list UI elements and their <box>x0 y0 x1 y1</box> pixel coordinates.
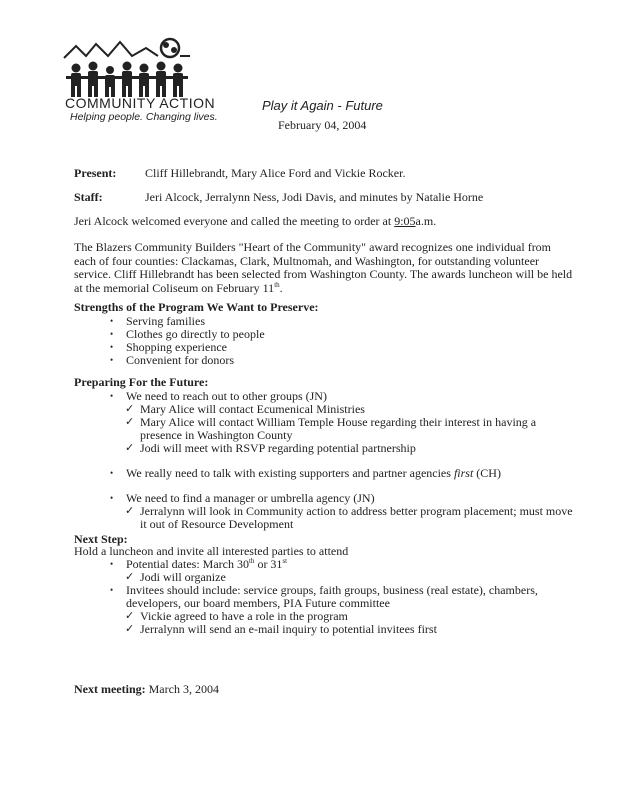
next-meeting-date: March 3, 2004 <box>145 682 219 696</box>
present-value: Cliff Hillebrandt, Mary Alice Ford and Vickie Rocker. <box>145 166 406 180</box>
list-item: • Invitees should include: service groups, faith groups, business (real estate), chambers, developers, our board members, PIA Future committee <box>74 584 574 610</box>
present-row <box>74 166 116 180</box>
future-b2-text: We really need to talk with existing supporters and partner agencies <box>126 466 454 480</box>
next-step-body <box>74 545 574 636</box>
staff-label: Staff: <box>74 190 103 204</box>
future-b2-emphasis: first <box>453 466 474 480</box>
dates-mid: or 31 <box>254 557 283 571</box>
next-step-heading: Next Step: <box>74 532 128 546</box>
sub-item: ✓ Jerralynn will look in Community action to address better program placement; must move it out of Resource Development <box>74 505 574 531</box>
list-item: • Clothes go directly to people <box>74 328 574 341</box>
strengths-heading: Strengths of the Program We Want to Preserve: <box>74 300 319 314</box>
dates-text: Potential dates: March 30 <box>126 557 249 571</box>
start-time: 9:05 <box>394 214 416 228</box>
sub-item: ✓ Mary Alice will contact William Temple House regarding their interest in having a presence in Washington County <box>74 416 574 442</box>
list-item <box>74 467 574 480</box>
list-item: • Convenient for donors <box>74 354 574 367</box>
sub-item: ✓ Jodi will meet with RSVP regarding potential partnership <box>74 442 574 455</box>
dates-sup-2: st <box>282 557 288 565</box>
document-title: Play it Again - Future <box>262 98 383 113</box>
award-paragraph <box>74 241 574 295</box>
welcome-paragraph <box>74 215 574 229</box>
sub-item: ✓ Jodi will organize <box>74 571 574 584</box>
list-item: • We need to reach out to other groups (JN) <box>74 390 574 403</box>
logo-tagline: Helping people. Changing lives. <box>70 111 218 123</box>
sub-item: ✓ Mary Alice will contact Ecumenical Ministries <box>74 403 574 416</box>
staff-value: Jeri Alcock, Jerralynn Ness, Jodi Davis, and minutes by Natalie Horne <box>145 190 484 204</box>
dates-sup-1: th <box>248 557 255 565</box>
next-meeting-row <box>74 682 219 696</box>
list-item: • Shopping experience <box>74 341 574 354</box>
welcome-text: Jeri Alcock welcomed everyone and called the meeting to order at <box>74 214 395 228</box>
staff-row <box>74 190 103 204</box>
strengths-section <box>74 300 574 367</box>
logo-name: COMMUNITY ACTION <box>65 95 216 111</box>
list-item: • Serving families <box>74 315 574 328</box>
award-sup: th <box>274 280 280 289</box>
next-step-intro: Hold a luncheon and invite all interested parties to attend <box>74 544 349 558</box>
sub-item: ✓ Jerralynn will send an e-mail inquiry to potential invitees first <box>74 623 574 636</box>
present-label: Present: <box>74 166 117 180</box>
award-text: The Blazers Community Builders "Heart of the Community" award recognizes one individual from each of four counties: Clackamas, Clark, Multnomah, and Washington, for outstanding volunteer service. Cliff Hillebrandt has been selected from Washington County. The awards luncheon will be held at the memorial Coliseum on February 11 <box>74 240 573 295</box>
award-end: . <box>279 280 283 295</box>
next-meeting-label: Next meeting: <box>74 682 146 696</box>
future-b2-suffix: (CH) <box>473 466 501 480</box>
document-date: February 04, 2004 <box>278 118 367 132</box>
list-item: • We need to find a manager or umbrella agency (JN) <box>74 492 574 505</box>
future-section <box>74 375 574 531</box>
welcome-suffix: a.m. <box>415 214 437 228</box>
sub-item: ✓ Vickie agreed to have a role in the program <box>74 610 574 623</box>
future-heading: Preparing For the Future: <box>74 375 209 389</box>
